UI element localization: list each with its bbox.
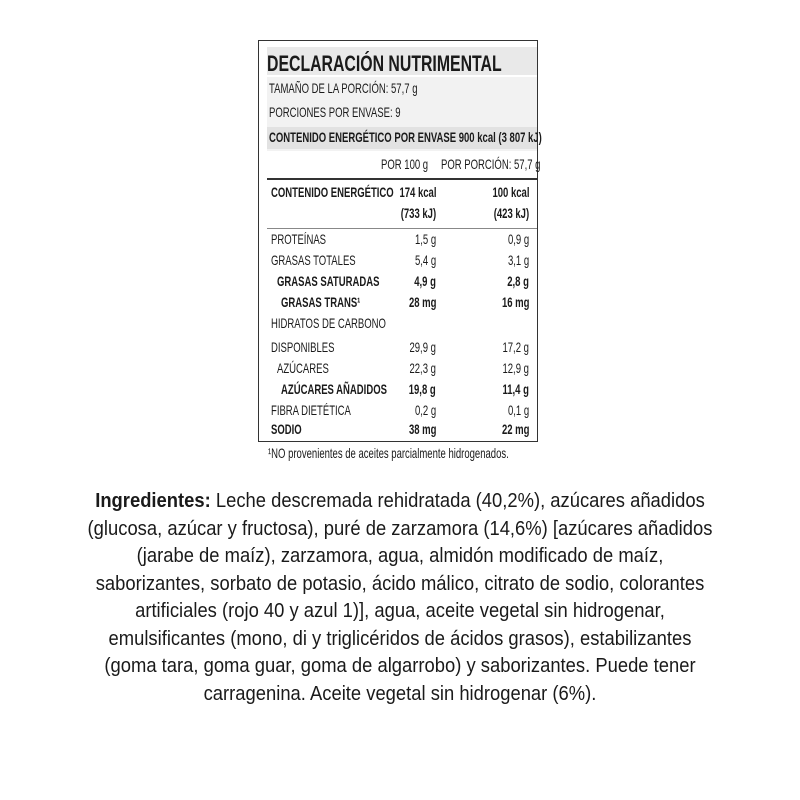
nutrient-per-serving: 22 mg — [501, 421, 529, 437]
nutrient-label: FIBRA DIETÉTICA — [271, 402, 351, 418]
nutrient-row — [259, 315, 539, 337]
energy-row-kj — [259, 205, 539, 227]
col-header-per-serving: POR PORCIÓN: 57,7 g — [441, 156, 541, 172]
energy-100-kj: (733 kJ) — [400, 205, 436, 221]
nutrient-per-100: 29,9 g — [409, 339, 436, 355]
nutrient-per-serving: 11,4 g — [502, 381, 529, 397]
nutrient-label: AZÚCARES — [277, 360, 329, 376]
ingredients-heading: Ingredientes: — [95, 490, 211, 512]
nutrient-label: AZÚCARES AÑADIDOS — [281, 381, 387, 397]
energy-serv-kj: (423 kJ) — [493, 205, 529, 221]
nutrient-row — [259, 381, 539, 403]
nutrient-label: PROTEÍNAS — [271, 231, 327, 247]
servings-per-container: PORCIONES POR ENVASE: 9 — [269, 104, 401, 120]
nutrient-per-serving: 17,2 g — [502, 339, 529, 355]
nutrient-per-serving: 2,8 g — [507, 273, 529, 289]
nutrient-label: SODIO — [271, 421, 302, 437]
nutrient-label: GRASAS TOTALES — [271, 252, 356, 268]
energy-per-container: CONTENIDO ENERGÉTICO POR ENVASE 900 kcal (3 807 kJ) — [269, 129, 542, 145]
nutrient-row — [259, 252, 539, 274]
nutrient-row — [259, 339, 539, 361]
nutrient-per-serving: 16 mg — [501, 294, 529, 310]
nutrient-row — [259, 360, 539, 382]
energy-label: CONTENIDO ENERGÉTICO — [271, 184, 394, 200]
energy-row — [259, 184, 539, 206]
nutrient-per-100: 1,5 g — [414, 231, 436, 247]
divider — [267, 228, 537, 229]
energy-serv-kcal: 100 kcal — [491, 184, 529, 200]
ingredients-paragraph — [87, 488, 713, 708]
serving-size: TAMAÑO DE LA PORCIÓN: 57,7 g — [269, 80, 418, 96]
nutrient-row — [259, 294, 539, 316]
nutrition-footnote: ¹NO provenientes de aceites parcialmente hidrogenados. — [268, 445, 509, 461]
nutrient-per-100: 4,9 g — [414, 273, 436, 289]
nutrient-per-serving: 3,1 g — [507, 252, 529, 268]
nutrition-facts-panel — [258, 40, 542, 442]
nutrient-row — [259, 421, 539, 443]
nutrient-row — [259, 231, 539, 253]
ingredients-text: Leche descremada rehidratada (40,2%), azúcares añadidos (glucosa, azúcar y fructosa), puré de zarzamora (14,6%) [azúcares añadidos (jarabe de maíz), zarzamora, agua, almidón modificado de maíz, saborizantes, sorbato de potasio, ácido málico, citrato de sodio, colorantes artificiales (rojo 40 y azul 1)], agua, aceite vegetal sin hidrogenar, emulsificantes (mono, di y triglicéridos de ácidos grasos), estabilizantes (goma tara, goma guar, goma de algarrobo) y saborizantes. Puede tener carragenina. Aceite vegetal sin hidrogenar (6%). — [87, 490, 713, 705]
nutrient-per-100: 5,4 g — [414, 252, 436, 268]
nutrient-row — [259, 273, 539, 295]
nutrient-label: DISPONIBLES — [271, 339, 335, 355]
nutrition-title: DECLARACIÓN NUTRIMENTAL — [267, 51, 502, 76]
nutrient-label: GRASAS TRANS¹ — [281, 294, 361, 310]
nutrient-per-serving: 12,9 g — [502, 360, 529, 376]
nutrient-per-100: 22,3 g — [409, 360, 436, 376]
energy-100-kcal: 174 kcal — [398, 184, 436, 200]
nutrient-per-100: 28 mg — [408, 294, 436, 310]
col-header-per-100: POR 100 g — [381, 156, 429, 172]
nutrient-per-serving: 0,9 g — [507, 231, 529, 247]
divider — [267, 178, 537, 180]
nutrient-per-100: 0,2 g — [414, 402, 436, 418]
nutrient-per-serving: 0,1 g — [507, 402, 529, 418]
nutrient-per-100: 38 mg — [408, 421, 436, 437]
nutrient-label: HIDRATOS DE CARBONO — [271, 315, 386, 331]
nutrient-per-100: 19,8 g — [409, 381, 436, 397]
nutrient-label: GRASAS SATURADAS — [277, 273, 380, 289]
